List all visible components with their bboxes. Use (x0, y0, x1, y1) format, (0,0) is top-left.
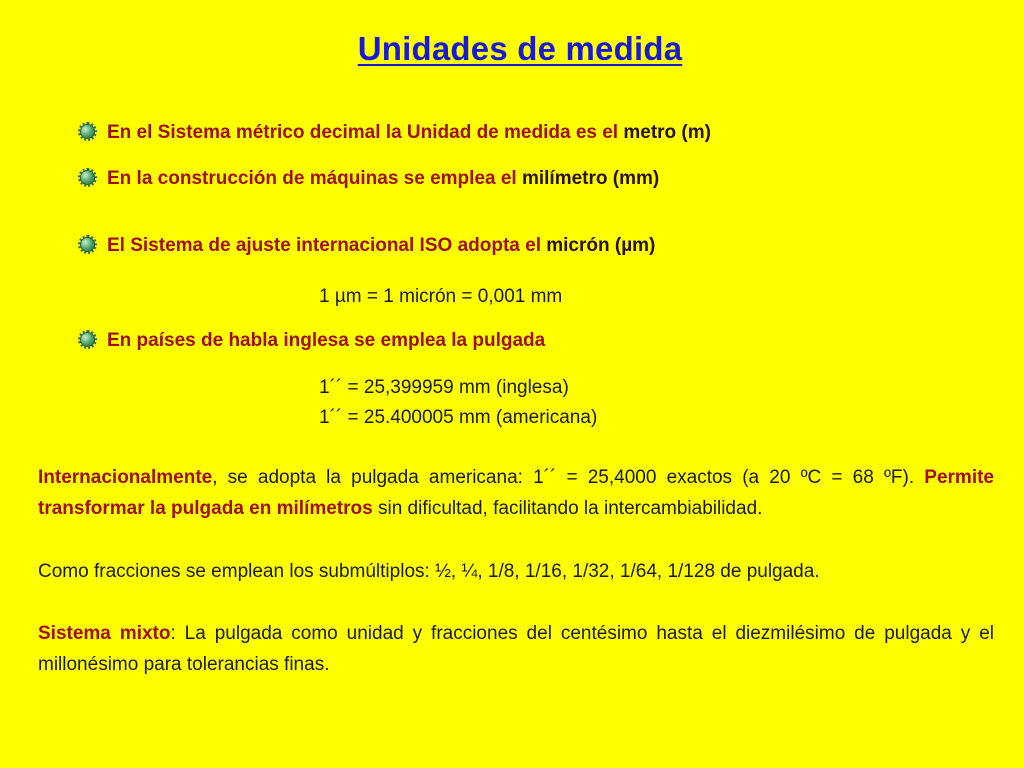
paragraph-text: : La pulgada como unidad y fracciones del centésimo hasta el diezmilésimo de pulgada y el millonésimo para tolerancias finas. (38, 623, 994, 675)
bullet-icon (80, 332, 95, 347)
paragraph-sistema-mixto (38, 618, 994, 680)
inch-american-line: 1´´ = 25.400005 mm (americana) (319, 407, 598, 428)
paragraph-internacional (38, 462, 994, 524)
paragraph-text: , se adopta la pulgada americana: 1´´ = 25,4000 exactos (a 20 ºC = 68 ºF). (212, 467, 925, 488)
bullet-item-milimetro (80, 167, 659, 191)
paragraph-fracciones: Como fracciones se emplean los submúltiplos: ½, ¼, 1/8, 1/16, 1/32, 1/64, 1/128 de pulgada. (38, 561, 820, 582)
bullet-icon (80, 170, 95, 185)
bullet-text: En países de habla inglesa se emplea la pulgada (107, 330, 546, 351)
bullet-icon (80, 237, 95, 252)
bullet-emphasis: milímetro (mm) (521, 168, 660, 189)
bullet-item-micron (80, 234, 655, 258)
bullet-text: En la construcción de máquinas se emplea el (107, 168, 522, 189)
bullet-item-metro (80, 121, 711, 145)
paragraph-lead: Sistema mixto (38, 623, 171, 644)
bullet-icon (80, 124, 95, 139)
paragraph-text: sin dificultad, facilitando la intercambiabilidad. (372, 498, 763, 519)
paragraph-lead: Internacionalmente (38, 467, 213, 488)
page-title: Unidades de medida (357, 30, 683, 67)
micron-equivalence: 1 µm = 1 micrón = 0,001 mm (319, 286, 563, 307)
bullet-text: En el Sistema métrico decimal la Unidad de medida es el (107, 122, 624, 143)
bullet-text: El Sistema de ajuste internacional ISO adopta el (107, 235, 547, 256)
bullet-emphasis: micrón (µm) (546, 235, 656, 256)
bullet-item-pulgada (80, 329, 545, 353)
inch-english-line: 1´´ = 25,399959 mm (inglesa) (319, 377, 569, 398)
paragraph-emphasis: Permite transformar la pulgada en milímetros (38, 467, 994, 519)
bullet-emphasis: metro (m) (623, 122, 711, 143)
